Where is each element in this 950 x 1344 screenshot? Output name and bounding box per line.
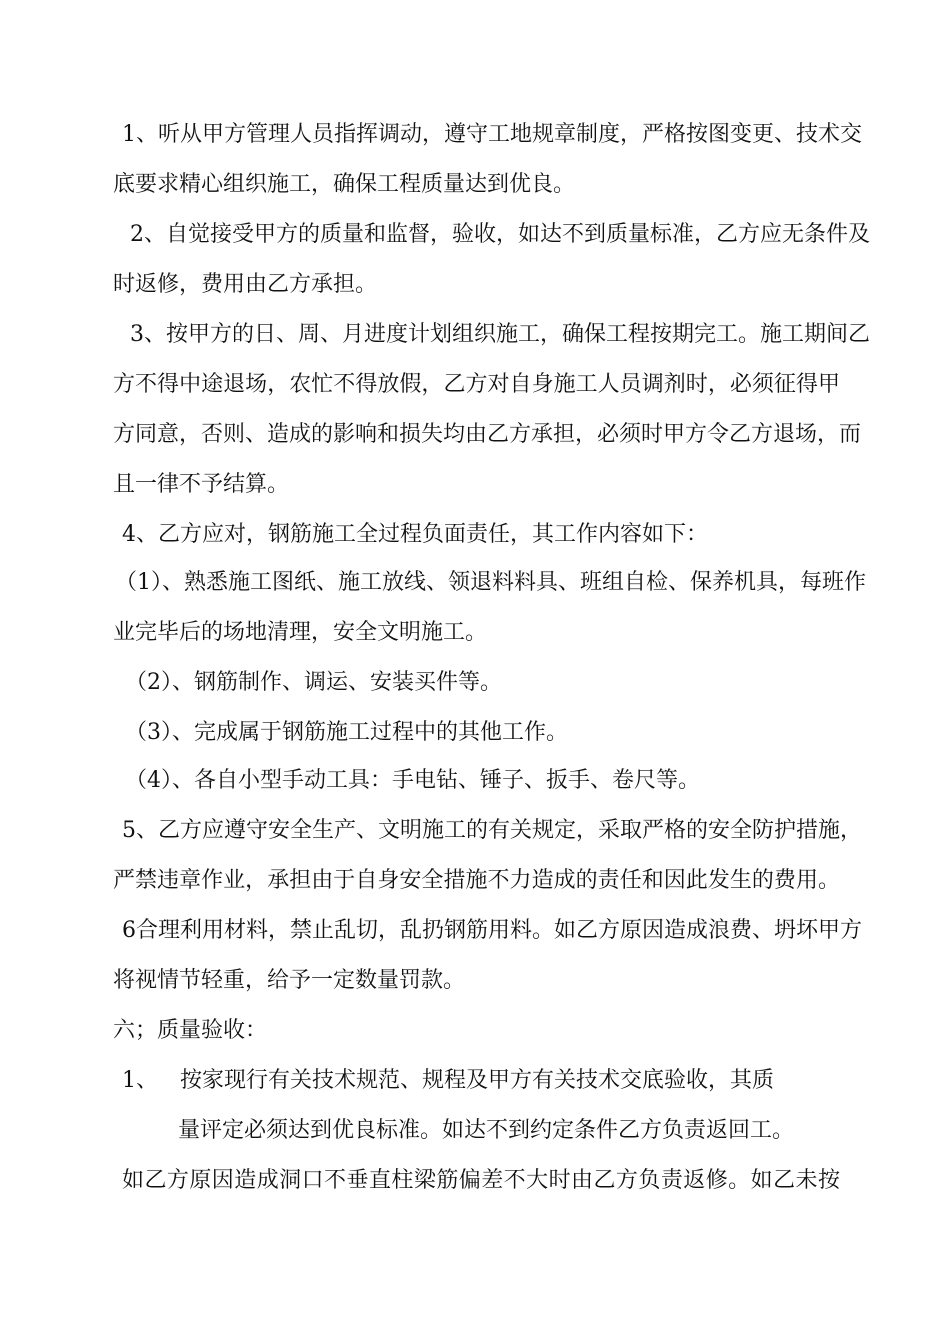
clause-2-line-1: 2、自觉接受甲方的质量和监督，验收，如达不到质量标准，乙方应无条件及 xyxy=(130,222,870,247)
clause-3-line-4: 且一律不予结算。 xyxy=(113,472,290,497)
clause-4-2: （2）、钢筋制作、调运、安装买件等。 xyxy=(125,670,502,695)
clause-4-1-line-1: （1）、熟悉施工图纸、施工放线、领退料料具、班组自检、保养机具，每班作 xyxy=(115,570,866,595)
clause-3-line-1: 3、按甲方的日、周、月进度计划组织施工，确保工程按期完工。施工期间乙 xyxy=(130,322,870,347)
clause-1-line-2: 底要求精心组织施工，确保工程质量达到优良。 xyxy=(113,172,576,197)
section-6-item-1-line-2: 量评定必须达到优良标准。如达不到约定条件乙方负责返回工。 xyxy=(178,1118,795,1143)
clause-4-3: （3）、完成属于钢筋施工过程中的其他工作。 xyxy=(125,720,568,745)
clause-5-line-1: 5、乙方应遵守安全生产、文明施工的有关规定，采取严格的安全防护措施， xyxy=(122,818,862,843)
clause-3-line-3: 方同意，否则、造成的影响和损失均由乙方承担，必须时甲方令乙方退场，而 xyxy=(113,422,862,447)
section-6-item-1-line-1: 按家现行有关技术规范、规程及甲方有关技术交底验收，其质 xyxy=(180,1068,775,1093)
clause-4-1-line-2: 业完毕后的场地清理，安全文明施工。 xyxy=(113,620,488,645)
clause-4-4: （4）、各自小型手动工具：手电钻、锤子、扳手、卷尺等。 xyxy=(125,768,700,793)
clause-2-line-2: 时返修，费用由乙方承担。 xyxy=(113,272,378,297)
section-6-item-1-number: 1、 xyxy=(122,1068,158,1093)
clause-5-line-2: 严禁违章作业，承担由于自身安全措施不力造成的责任和因此发生的费用。 xyxy=(113,868,840,893)
clause-1-line-1: 1、听从甲方管理人员指挥调动，遵守工地规章制度，严格按图变更、技术交 xyxy=(122,122,862,147)
section-6-heading: 六；质量验收： xyxy=(113,1018,268,1043)
clause-4-line-1: 4、乙方应对，钢筋施工全过程负面责任，其工作内容如下： xyxy=(122,522,708,547)
clause-6-line-2: 将视情节轻重，给予一定数量罚款。 xyxy=(113,968,466,993)
clause-3-line-2: 方不得中途退场，农忙不得放假，乙方对自身施工人员调剂时，必须征得甲 xyxy=(113,372,840,397)
clause-6-line-1: 6合理利用材料，禁止乱切，乱扔钢筋用料。如乙方原因造成浪费、坍坏甲方 xyxy=(122,918,862,943)
section-6-paragraph: 如乙方原因造成洞口不垂直柱梁筋偏差不大时由乙方负责返修。如乙未按 xyxy=(122,1168,840,1193)
